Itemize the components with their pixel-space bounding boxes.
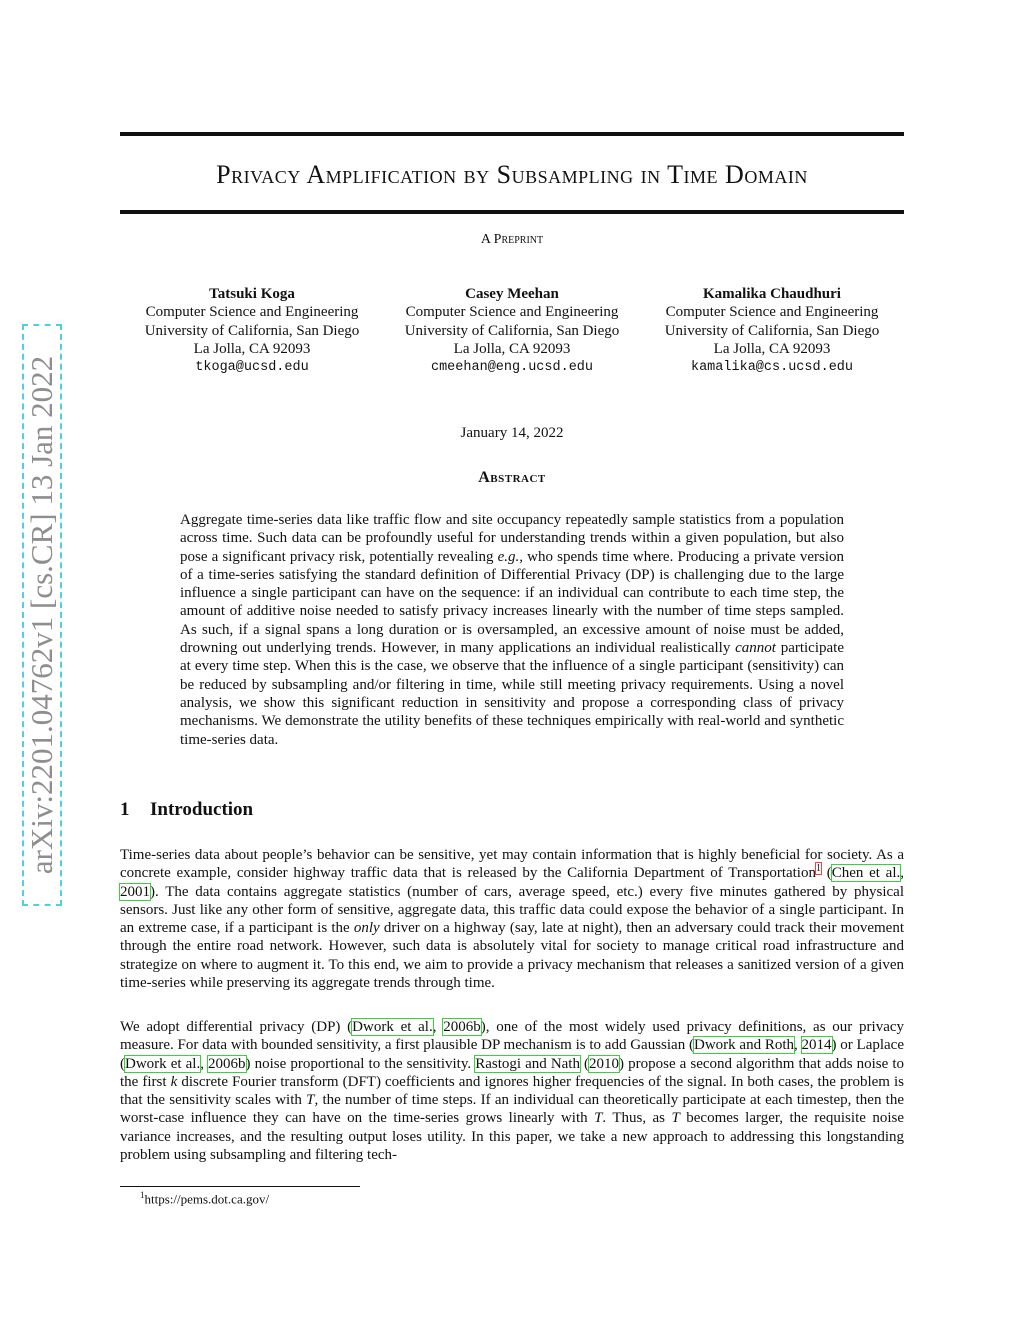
text-run: We adopt differential privacy (DP) ( (120, 1019, 353, 1035)
intro-paragraph-2 (120, 1018, 904, 1164)
paper-date: January 14, 2022 (460, 425, 564, 441)
citation-year-link[interactable]: 2010 (589, 1055, 620, 1072)
text-run: ) propose a second algorithm that adds noise to the first (120, 1055, 905, 1090)
text-run: becomes larger, the requisite noise variance increases, and the resulting output loses utility. In this paper, we take a new approach to addressing this longstanding problem using subsampling and filtering tech- (120, 1110, 904, 1164)
author-block-2 (382, 285, 642, 377)
emphasis: only (353, 920, 380, 937)
text-run: , (794, 1037, 802, 1054)
citation-link[interactable]: Dwork and Roth (693, 1037, 794, 1054)
footnote-mark: 1 (140, 1190, 145, 1200)
author-address: La Jolla, CA 92093 (453, 341, 571, 358)
text-run: driver on a highway (say, late at night), then an adversary could track their movement through the entire road network. However, such data is absolutely vital for society to manage critical road infrastructure and strategize on where to augment it. To this end, we aim to provide a privacy mechanism that releases a sanitized version of a given time-series while preserving its aggregate trends through time. (120, 920, 904, 992)
text-run: , (432, 1019, 444, 1035)
math-variable: T (594, 1110, 603, 1127)
math-variable: k (170, 1073, 178, 1090)
section-number: 1 (120, 799, 130, 820)
author-email[interactable]: cmeehan@eng.ucsd.edu (430, 359, 594, 375)
paper-title: Privacy Amplification by Subsampling in Time Domain (216, 160, 808, 189)
author-block-3 (642, 285, 902, 377)
arxiv-identifier[interactable]: arXiv:2201.04762v1 [cs.CR] 13 Jan 2022 (24, 355, 59, 875)
author-email[interactable]: tkoga@ucsd.edu (195, 359, 309, 375)
text-run: Time-series data about people’s behavior can be sensitive, yet may contain information that is highly beneficial for society. As a concrete example, consider highway traffic data that is released by the California Department of Transportation (120, 847, 904, 882)
abstract-part: participate at every time step. When this is the case, we observe that the influence of a single participant (sensitivity) can be reduced by subsampling and/or filtering in time, while still meeting privacy requirements. Using a novel analysis, we show this significant reduction in sensitivity and propose a corresponding class of privacy mechanisms. We demonstrate the utility benefits of these techniques empirically with real-world and synthetic time-series data. (180, 640, 844, 748)
title-bottom-rule (120, 210, 904, 214)
math-variable: T (671, 1110, 680, 1127)
author-address: La Jolla, CA 92093 (713, 341, 831, 358)
text-run: ) noise proportional to the sensitivity. (245, 1055, 476, 1072)
footnote-link[interactable]: 1 (815, 863, 821, 875)
abstract-text (180, 511, 844, 749)
author-name: Tatsuki Koga (209, 286, 295, 302)
text-run: , (200, 1055, 209, 1072)
citation-year-link[interactable]: 2001 (120, 883, 150, 900)
citation-year-link[interactable]: 2014 (801, 1037, 832, 1054)
author-institution: University of California, San Diego (144, 322, 360, 339)
author-email[interactable]: kamalika@cs.ucsd.edu (690, 359, 854, 375)
author-dept: Computer Science and Engineering (405, 304, 619, 321)
text-run: ) or Laplace ( (120, 1037, 904, 1072)
abstract-emphasis: e.g., (497, 548, 524, 565)
text-run: , the number of time steps. If an individual can theoretically participate at each timestep, then the worst-case influence they can have on the time-series grows linearly with (120, 1092, 904, 1127)
preprint-label: A Preprint (480, 232, 544, 247)
abstract-part: who spends time where. Producing a private version of a time-series satisfying the standard definition of Differential Privacy (DP) is challenging due to the large influence a single participant can have on the sequence: if an individual can contribute to each time step, the amount of additive noise needed to satisfy privacy increases linearly with the number of time steps sampled. As such, if a signal spans a long duration or is oversampled, an excessive amount of noise must be added, drowning out underlying trends. However, in many applications an individual realistically (180, 548, 844, 657)
author-institution: University of California, San Diego (664, 322, 880, 339)
section-heading (120, 799, 253, 821)
text-run: ). The data contains aggregate statistics (number of cars, average speed, etc.) every five minutes gathered by physical sensors. Just like any other form of sensitive, aggregate data, this traffic data could expose the behavior of a single participant. In an extreme case, if a participant is the (120, 883, 904, 937)
text-run: ), one of the most widely used privacy definitions, as our privacy measure. For data with bounded sensitivity, a first plausible DP mechanism is to add Gaussian ( (120, 1019, 905, 1054)
text-run: ( (820, 865, 832, 882)
intro-paragraph-1 (120, 846, 904, 992)
citation-year-link[interactable]: 2006b (208, 1055, 246, 1072)
author-name: Kamalika Chaudhuri (703, 286, 841, 302)
text-run: , (900, 865, 904, 882)
abstract-emphasis: cannot (735, 640, 776, 657)
footnote (140, 1190, 269, 1207)
abstract-heading: Abstract (478, 469, 546, 486)
abstract-part: Aggregate time-series data like traffic flow and site occupancy repeatedly sample statistics from a population across time. Such data can be profoundly useful for understanding trends within a given population, but also pose a significant privacy risk, potentially revealing (180, 512, 844, 565)
text-run: discrete Fourier transform (DFT) coefficients and ignores higher frequencies of the signal. In both cases, the problem is that the sensitivity scales with (120, 1073, 904, 1109)
citation-link[interactable]: Rastogi and Nath (475, 1055, 580, 1072)
author-block-1 (122, 285, 382, 377)
author-address: La Jolla, CA 92093 (193, 341, 311, 358)
citation-link[interactable]: Chen et al. (831, 865, 901, 882)
title-top-rule (120, 132, 904, 136)
text-run: ( (579, 1055, 590, 1072)
citation-link[interactable]: Dwork et al. (125, 1055, 201, 1072)
author-institution: University of California, San Diego (404, 322, 620, 339)
author-dept: Computer Science and Engineering (665, 304, 879, 321)
footnote-url[interactable]: https://pems.dot.ca.gov/ (144, 1191, 270, 1207)
section-title: Introduction (150, 799, 254, 820)
citation-year-link[interactable]: 2006b (443, 1019, 481, 1035)
math-variable: T (306, 1092, 315, 1109)
author-dept: Computer Science and Engineering (145, 304, 359, 321)
footnote-rule (120, 1186, 360, 1187)
text-run: . Thus, as (602, 1110, 672, 1127)
citation-link[interactable]: Dwork et al. (352, 1019, 433, 1035)
author-name: Casey Meehan (465, 286, 559, 302)
